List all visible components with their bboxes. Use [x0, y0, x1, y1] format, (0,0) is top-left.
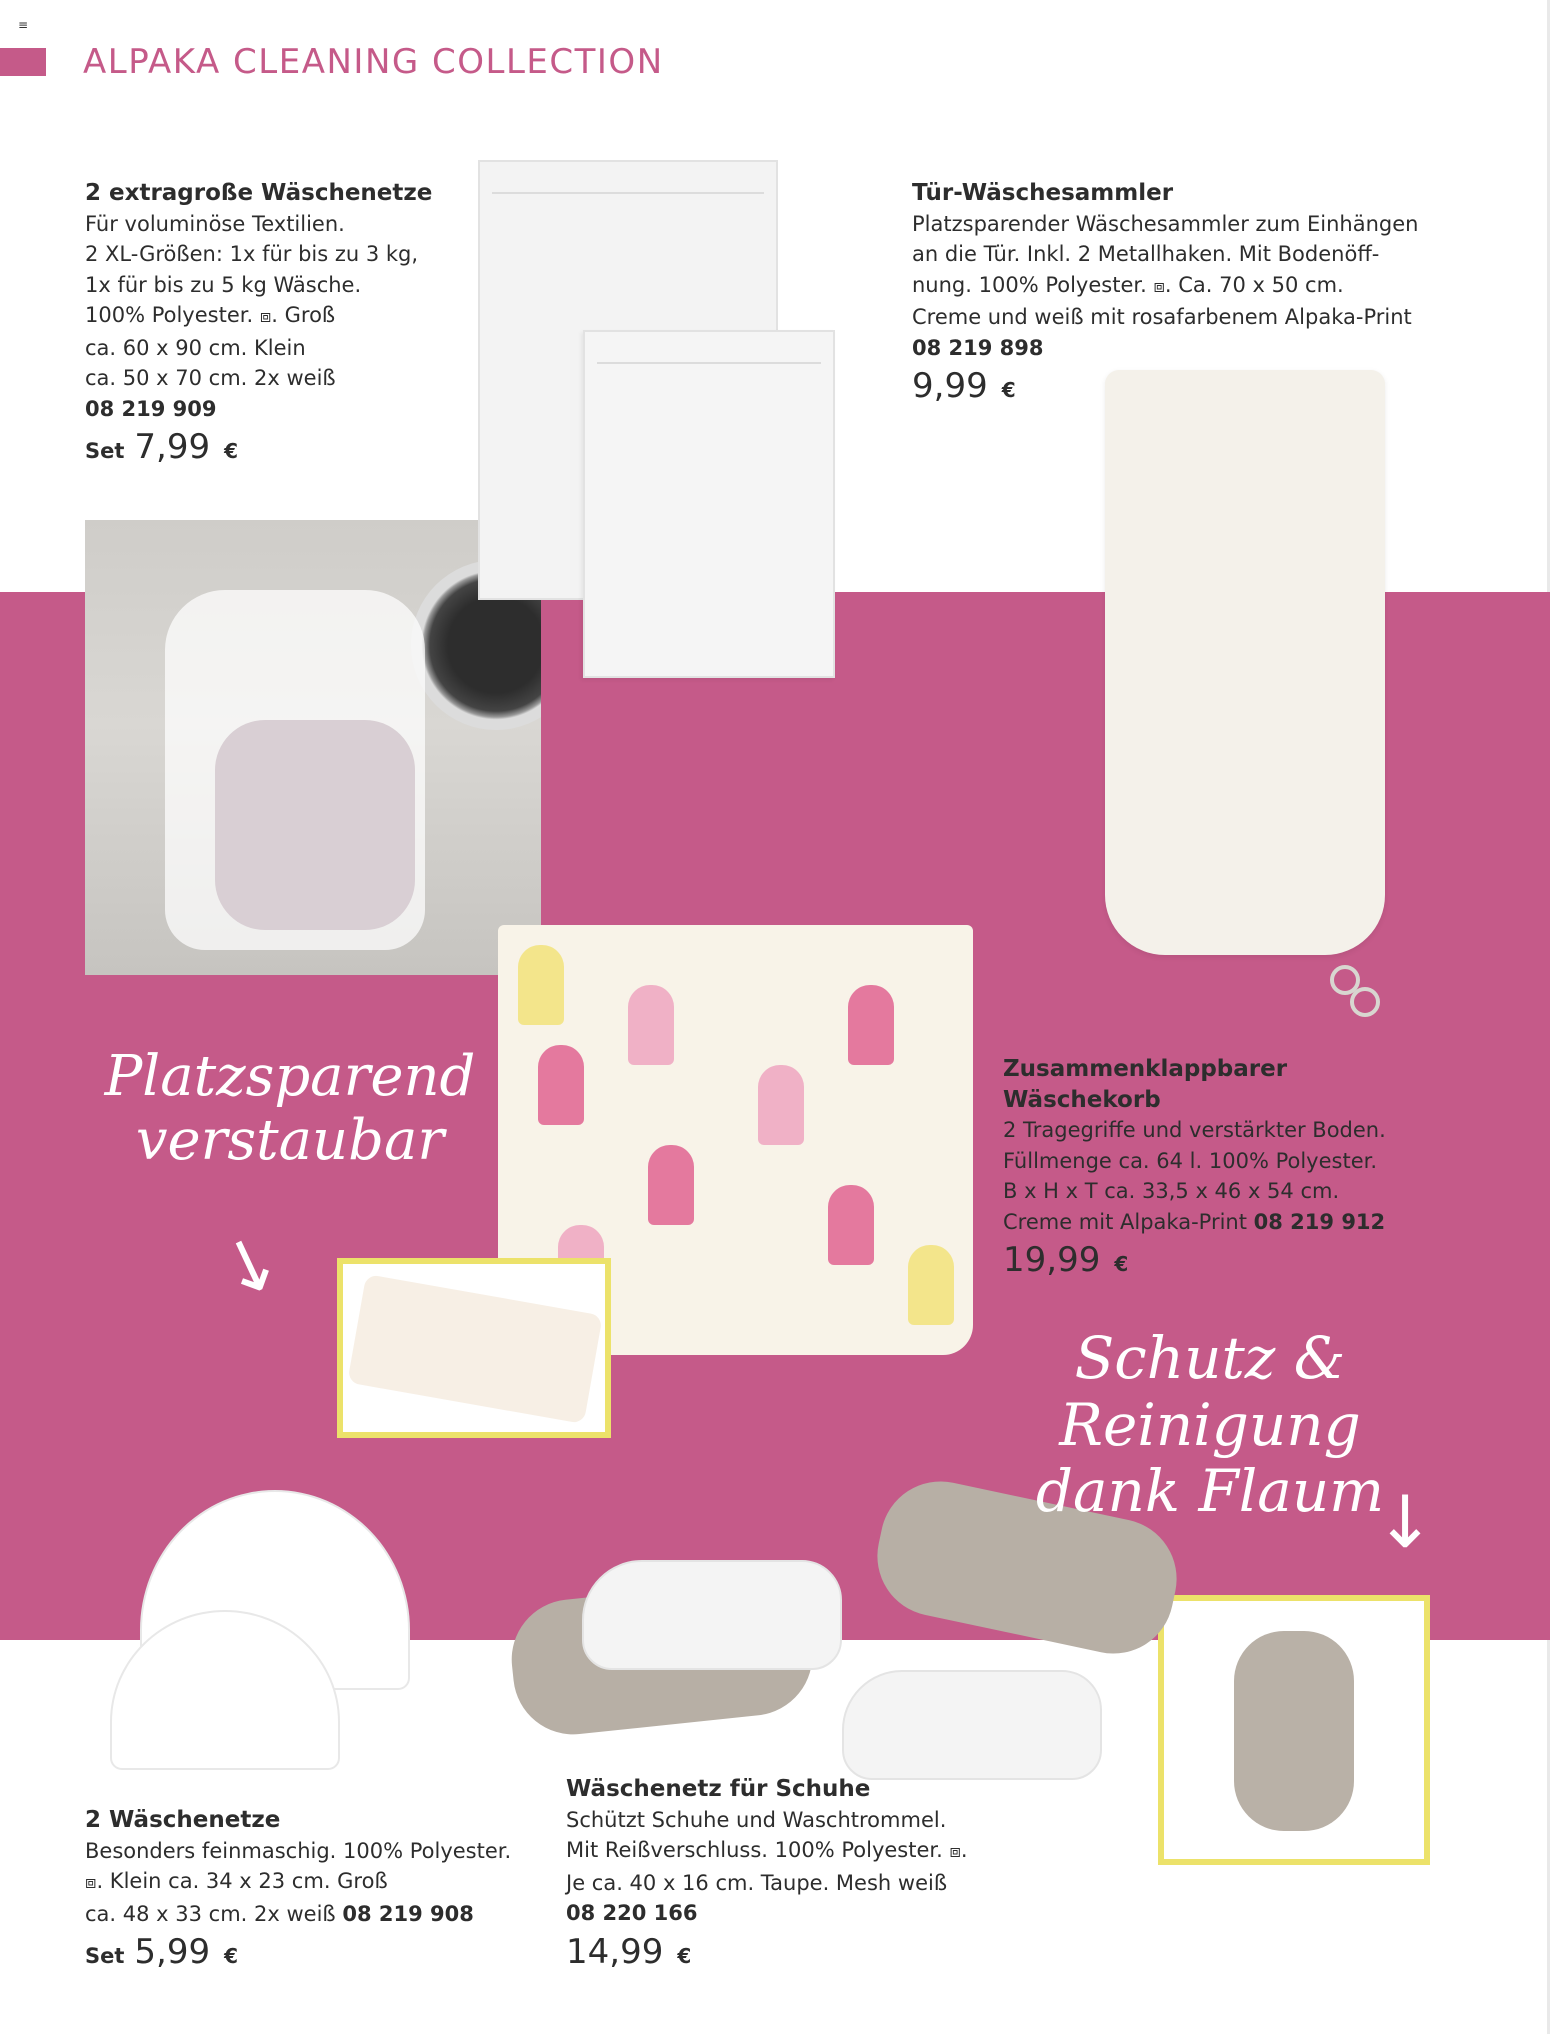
product-name: 2 extragroße Wäschenetze	[85, 180, 433, 206]
wash-60-icon: ⧈	[949, 1841, 961, 1862]
article-number: 08 220 166	[566, 1901, 698, 1925]
hook-icon	[1350, 987, 1380, 1017]
price: 9,99	[912, 366, 988, 406]
wash-60-icon: ⧈	[1153, 275, 1165, 297]
page-title: ALPAKA CLEANING COLLECTION	[83, 42, 664, 82]
currency: €	[677, 1943, 692, 1968]
shoe-net-tube	[1234, 1631, 1354, 1831]
wash-60-icon: ⧈	[85, 1872, 97, 1893]
desc-part: . Ca. 70 x 50 cm. Creme und weiß mit rosafarbenem Alpaka-Print	[912, 272, 1412, 329]
desc-part: Platzsparender Wäschesammler zum Einhängen an die Tür. Inkl. 2 Metallhaken. Mit Bodenöff- nung. 100% Polyester.	[912, 211, 1419, 297]
currency: €	[224, 1944, 239, 1968]
product-description	[1003, 1115, 1403, 1237]
llama-print	[538, 1045, 584, 1125]
space-saving-headline: Platzsparend verstaubar	[104, 1044, 476, 1174]
arrow-down-icon: ↓	[205, 1216, 296, 1318]
article-number: 08 219 898	[912, 335, 1044, 360]
product-description	[912, 209, 1432, 333]
sneaker	[582, 1560, 842, 1670]
currency: €	[224, 439, 239, 463]
product-fine-laundry-nets	[85, 1805, 545, 1972]
folded-basket-inset	[337, 1258, 611, 1438]
price-row	[1003, 1240, 1403, 1280]
small-laundry-net-image	[583, 330, 835, 678]
shoe-nets-image	[512, 1480, 1202, 1810]
header-accent-bar	[0, 48, 46, 76]
price: 7,99	[134, 427, 211, 467]
llama-print	[758, 1065, 804, 1145]
product-description	[85, 1836, 545, 1930]
currency: €	[1001, 378, 1016, 402]
product-door-hamper	[912, 178, 1432, 406]
metal-hooks-image	[1330, 965, 1390, 1025]
desc-part: Besonders feinmaschig. 100% Polyester.	[85, 1838, 512, 1863]
protection-headline: Schutz & Reinigung dank Flaum	[1035, 1324, 1385, 1526]
currency: €	[1114, 1252, 1129, 1276]
article-number: 08 219 908	[342, 1901, 474, 1926]
price-row	[566, 1931, 1026, 1972]
desc-part: . Klein ca. 34 x 23 cm. Groß ca. 48 x 33 cm. 2x weiß	[85, 1869, 388, 1926]
set-label: Set	[85, 1944, 125, 1968]
folded-basket	[347, 1274, 602, 1424]
product-name: 2 Wäschenetze	[85, 1807, 281, 1833]
desc-part: . Groß ca. 60 x 90 cm. Klein ca. 50 x 70 cm. 2x weiß	[85, 303, 336, 390]
product-name: Zusammenklappbarer Wäschekorb	[1003, 1056, 1288, 1113]
llama-print	[648, 1145, 694, 1225]
zipper-line	[597, 362, 821, 364]
set-label: Set	[85, 439, 125, 463]
desc-part: Für voluminöse Textilien. 2 XL-Größen: 1x für bis zu 3 kg, 1x für bis zu 5 kg Wäsche. 100% Polyester.	[85, 211, 419, 327]
product-description	[85, 209, 505, 394]
llama-print	[908, 1245, 954, 1325]
zipper-line	[492, 192, 764, 194]
desc-part: Schützt Schuhe und Waschtrommel. Mit Reißverschluss. 100% Polyester.	[566, 1807, 947, 1862]
desc-part: 2 Tragegriffe und verstärkter Boden. Füllmenge ca. 64 l. 100% Polyester. B x H x T ca. 33,5 x 46 x 54 cm. Creme mit Alpaka-Print	[1003, 1118, 1386, 1234]
sneaker	[842, 1670, 1102, 1780]
product-foldable-basket	[1003, 1054, 1403, 1280]
article-number: 08 219 912	[1253, 1209, 1386, 1234]
desc-part: . Je ca. 40 x 16 cm. Taupe. Mesh weiß	[566, 1838, 968, 1895]
price: 5,99	[134, 1932, 211, 1972]
llama-print	[628, 985, 674, 1065]
llama-print	[828, 1185, 874, 1265]
product-name: Tür-Wäschesammler	[912, 180, 1174, 206]
door-hamper-image	[1105, 370, 1385, 955]
llama-print	[848, 985, 894, 1065]
price: 14,99	[566, 1931, 664, 1972]
wash-60-icon: ⧈	[259, 306, 272, 327]
price-row	[85, 427, 505, 467]
price: 19,99	[1003, 1240, 1101, 1280]
menu-icon[interactable]: ≡	[18, 18, 29, 32]
product-xl-laundry-nets	[85, 178, 505, 467]
product-shoe-laundry-net	[566, 1774, 1026, 1971]
price-row	[85, 1932, 545, 1972]
laundry-room-photo	[85, 520, 541, 975]
delicate-nets-image	[100, 1470, 420, 1780]
product-description	[566, 1805, 1026, 1899]
article-number: 08 219 909	[85, 396, 217, 421]
product-name: Wäschenetz für Schuhe	[566, 1776, 871, 1802]
llama-print	[518, 945, 564, 1025]
laundry-in-bag	[215, 720, 415, 930]
arrow-down-icon: ↓	[1375, 1480, 1436, 1564]
price-row	[912, 366, 1432, 406]
